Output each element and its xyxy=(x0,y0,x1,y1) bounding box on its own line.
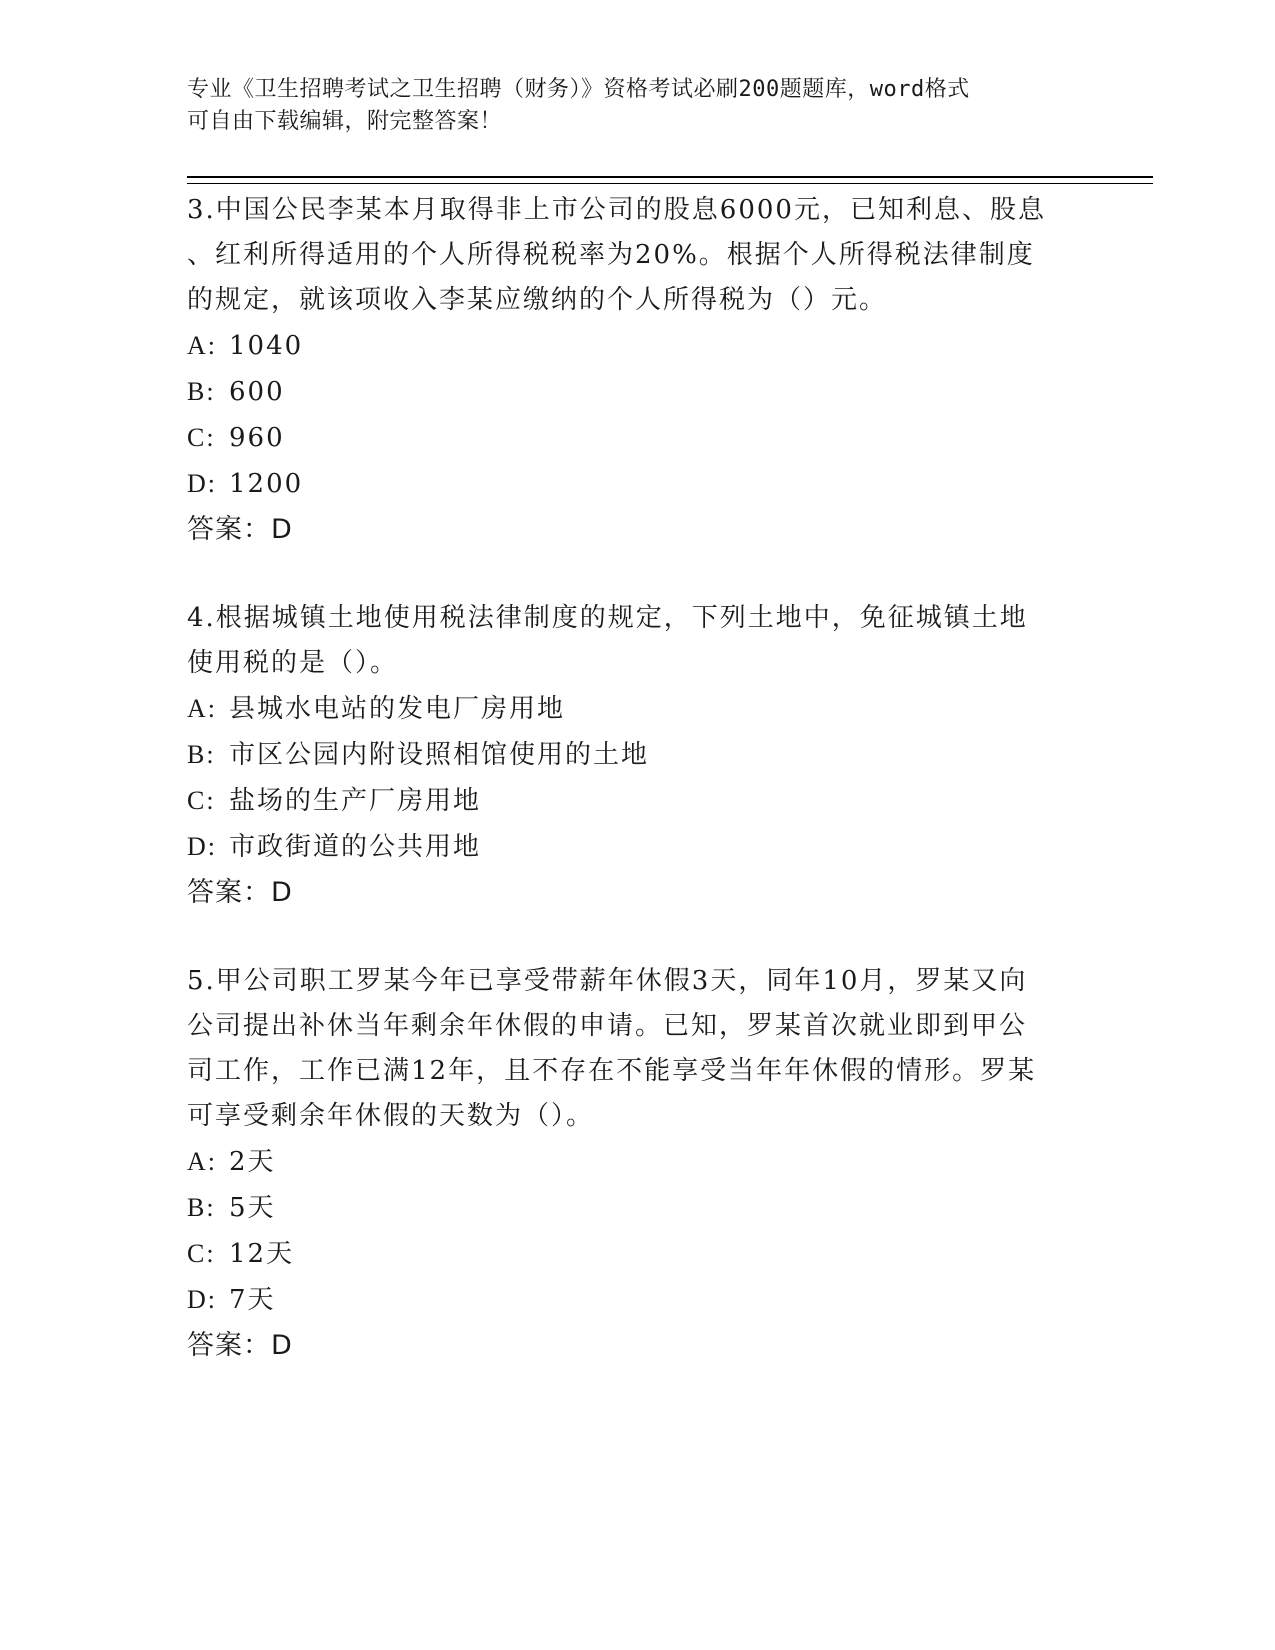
stem-line: 、红利所得适用的个人所得税税率为20%。根据个人所得税法律制度 xyxy=(187,240,1035,270)
question-3 xyxy=(187,188,1087,552)
header-line-1: 专业《卫生招聘考试之卫生招聘（财务）》资格考试必刷200题题库，word格式 xyxy=(187,77,970,102)
stem-line: 3.中国公民李某本月取得非上市公司的股息6000元，已知利息、股息 xyxy=(187,195,1046,225)
option-text: 市政街道的公共用地 xyxy=(229,832,482,862)
option-text: 5天 xyxy=(229,1193,276,1223)
option-key: C: xyxy=(187,423,216,452)
option-c xyxy=(187,1231,1087,1277)
answer-line: 答案：D xyxy=(187,877,293,908)
option-key: B: xyxy=(187,377,216,406)
stem-line: 5.甲公司职工罗某今年已享受带薪年休假3天，同年10月，罗某又向 xyxy=(187,966,1028,996)
option-key: D: xyxy=(187,1285,217,1314)
option-b xyxy=(187,732,1087,778)
option-key: A: xyxy=(187,694,217,723)
option-text: 1200 xyxy=(229,469,304,499)
option-b xyxy=(187,369,1087,415)
option-d xyxy=(187,461,1087,507)
option-key: A: xyxy=(187,1147,217,1176)
option-key: A: xyxy=(187,331,217,360)
question-stem xyxy=(187,188,1087,323)
option-key: B: xyxy=(187,1193,216,1222)
question-stem xyxy=(187,596,1087,686)
option-text: 2天 xyxy=(229,1147,276,1177)
question-stem xyxy=(187,959,1087,1139)
option-c xyxy=(187,778,1087,824)
option-key: C: xyxy=(187,786,216,815)
document-header xyxy=(187,74,1087,138)
stem-line: 司工作，工作已满12年，且不存在不能享受当年年休假的情形。罗某 xyxy=(187,1056,1037,1086)
header-line-2: 可自由下载编辑，附完整答案！ xyxy=(187,109,503,134)
option-text: 7天 xyxy=(229,1285,276,1315)
option-a xyxy=(187,323,1087,369)
option-text: 1040 xyxy=(229,331,304,361)
option-text: 600 xyxy=(229,377,285,407)
option-text: 960 xyxy=(229,423,285,453)
stem-line: 使用税的是（）。 xyxy=(187,648,399,678)
option-key: C: xyxy=(187,1239,216,1268)
question-4 xyxy=(187,596,1087,915)
option-text: 12天 xyxy=(229,1239,295,1269)
option-b xyxy=(187,1185,1087,1231)
option-text: 盐场的生产厂房用地 xyxy=(229,786,482,816)
option-text: 县城水电站的发电厂房用地 xyxy=(229,694,566,724)
header-divider-thick xyxy=(187,176,1153,178)
option-key: D: xyxy=(187,469,217,498)
option-c xyxy=(187,415,1087,461)
header-divider-thin xyxy=(187,183,1153,184)
stem-line: 的规定，就该项收入李某应缴纳的个人所得税为（）元。 xyxy=(187,285,888,315)
option-text: 市区公园内附设照相馆使用的土地 xyxy=(229,740,650,770)
option-d xyxy=(187,1277,1087,1323)
option-d xyxy=(187,824,1087,870)
option-a xyxy=(187,1139,1087,1185)
stem-line: 公司提出补休当年剩余年休假的申请。已知，罗某首次就业即到甲公 xyxy=(187,1011,1028,1041)
answer-line: 答案：D xyxy=(187,1330,293,1361)
stem-line: 4.根据城镇土地使用税法律制度的规定，下列土地中，免征城镇土地 xyxy=(187,603,1028,633)
stem-line: 可享受剩余年休假的天数为（）。 xyxy=(187,1101,595,1131)
question-5 xyxy=(187,959,1087,1368)
option-key: B: xyxy=(187,740,216,769)
answer-line: 答案：D xyxy=(187,514,293,545)
option-a xyxy=(187,686,1087,732)
option-key: D: xyxy=(187,832,217,861)
